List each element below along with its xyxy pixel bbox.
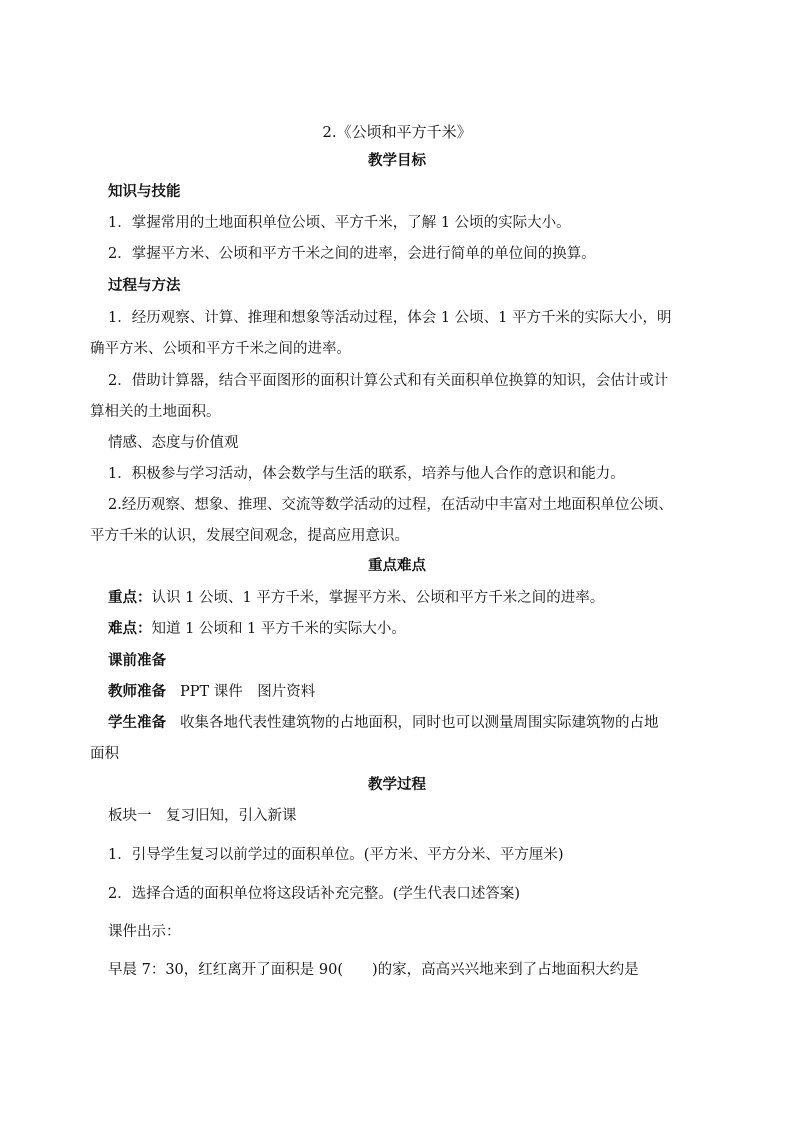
objectives-heading: 教学目标 bbox=[368, 152, 426, 169]
student-prep-label: 学生准备 bbox=[108, 714, 166, 731]
process-heading: 过程与方法 bbox=[108, 277, 181, 294]
step-1: 1．引导学生复习以前学过的面积单位。(平方米、平方分米、平方厘米) bbox=[108, 847, 564, 863]
teacher-prep-label: 教师准备 bbox=[108, 683, 166, 700]
knowledge-item-2: 2．掌握平方米、公顷和平方千米之间的进率，会进行简单的单位间的换算。 bbox=[108, 246, 596, 262]
knowledge-item-1: 1．掌握常用的土地面积单位公顷、平方千米，了解 1 公顷的实际大小。 bbox=[108, 215, 571, 231]
key-point-row bbox=[0, 588, 794, 608]
difficult-point-label: 难点： bbox=[108, 620, 152, 637]
emotion-item-2-line-2: 平方千米的认识，发展空间观念，提高应用意识。 bbox=[90, 528, 409, 544]
teacher-prep-items: PPT 课件 图片资料 bbox=[180, 684, 316, 700]
key-point-text: 认识 1 公顷、1 平方千米，掌握平方米、公顷和平方千米之间的进率。 bbox=[151, 590, 605, 606]
key-point-label: 重点： bbox=[108, 589, 152, 606]
process-item-2-line-2: 算相关的土地面积。 bbox=[90, 404, 221, 420]
process-item-2-line-1: 2．借助计算器，结合平面图形的面积计算公式和有关面积单位换算的知识，会估计或计 bbox=[108, 373, 669, 389]
difficult-point-row bbox=[0, 619, 794, 639]
difficult-point-text: 知道 1 公顷和 1 平方千米的实际大小。 bbox=[151, 621, 406, 637]
step-2: 2．选择合适的面积单位将这段话补充完整。(学生代表口述答案) bbox=[108, 886, 521, 902]
document-title: 2.《公顷和平方千米》 bbox=[322, 123, 472, 141]
preparation-heading: 课前准备 bbox=[108, 652, 166, 669]
courseware-label: 课件出示： bbox=[108, 924, 181, 940]
courseware-story: 早晨 7：30，红红离开了面积是 90( )的家，高高兴兴地来到了占地面积大约是 bbox=[108, 962, 639, 978]
emotion-item-1: 1．积极参与学习活动，体会数学与生活的联系，培养与他人合作的意识和能力。 bbox=[108, 466, 625, 482]
knowledge-heading: 知识与技能 bbox=[108, 183, 181, 200]
student-prep-text: 收集各地代表性建筑物的占地面积，同时也可以测量周围实际建筑物的占地 bbox=[180, 715, 659, 731]
student-prep-text-line-2: 面积 bbox=[90, 746, 119, 762]
key-points-heading: 重点难点 bbox=[368, 557, 426, 574]
emotion-item-2-line-1: 2.经历观察、想象、推理、交流等数学活动的过程，在活动中丰富对土地面积单位公顷、 bbox=[108, 497, 673, 513]
process-item-1-line-1: 1．经历观察、计算、推理和想象等活动过程，体会 1 公顷、1 平方千米的实际大小，明 bbox=[108, 310, 672, 326]
emotion-heading: 情感、态度与价值观 bbox=[108, 435, 239, 451]
student-prep-row bbox=[0, 713, 794, 733]
teaching-process-heading: 教学过程 bbox=[368, 776, 426, 793]
block-one-title: 板块一 复习旧知，引入新课 bbox=[108, 808, 297, 824]
process-item-1-line-2: 确平方米、公顷和平方千米之间的进率。 bbox=[90, 341, 351, 357]
teacher-prep-row bbox=[0, 682, 794, 702]
